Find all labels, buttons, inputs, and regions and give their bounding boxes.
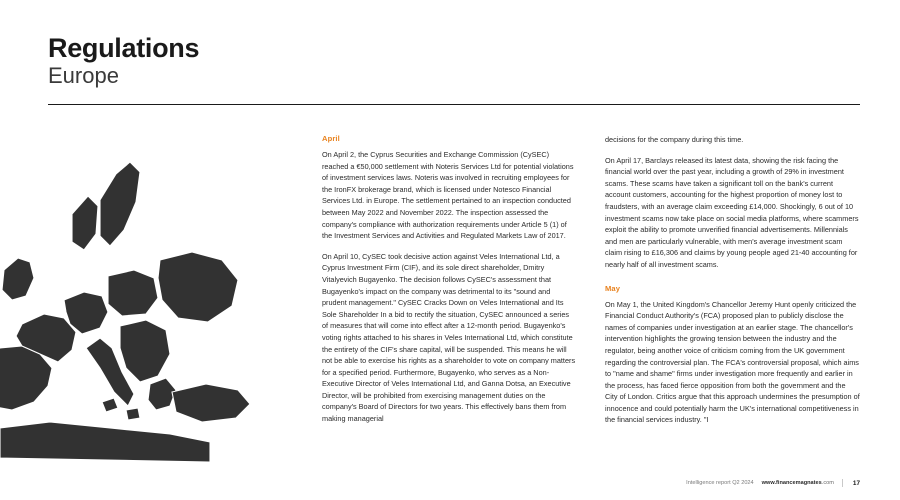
page-subtitle: Europe xyxy=(48,63,119,89)
header-divider xyxy=(48,104,860,105)
column-left xyxy=(322,134,577,426)
footer-brand-tld: .com xyxy=(821,480,834,486)
paragraph: On April 17, Barclays released its latest data, showing the risk facing the financial world over the past year, including a growth of 29% in investment scams. These scams have taken a significant toll on the bank's current account customers, accounting for the highest proportion of money lost to fraudsters, with an average claim exceeding £14,000. Shockingly, 6 out of 10 investment scams now take place on social media platforms, where scammers exploit the ability to promote unverified financial advertisements. Millennials and men are particularly vulnerable, with men's average investment scam claim rising to £16,306 and claims by young people aged 21-40 accounting for nearly half of all investment scams. xyxy=(605,155,859,269)
page-title: Regulations xyxy=(48,33,200,63)
paragraph: On April 10, CySEC took decisive action against Veles International Ltd, a Cyprus Investment Firm (CIF), and its sole direct shareholder, Dmitry Vitalyevich Bugayenko. The decision follows CySEC's assessment that Bugayenko's impact on the company was detrimental to its "sound and prudent management." CySEC Cracks Down on Veles International and Its Sole Shareholder In a bid to rectify the situation, CySEC announced a series of measures that will come into effect after a 12-month period. Bugayenko's voting rights attached to his shares in Veles International Ltd, which constitute the entirety of the CIF's share capital, will be suspended. This means he will not be able to exercise his rights as a shareholder to vote on company matters for a specified period. Furthermore, Bugayenko, who serves as a Non-Executive Director of Veles International Ltd, and Ganna Dotsa, an Executive Director, will be prohibited from exercising management duties on the company's Board of Directors for two years. This effectively bans them from making managerial xyxy=(322,251,576,424)
footer-report-label: Intelligence report Q2 2024 xyxy=(686,480,754,486)
footer-divider xyxy=(842,479,843,487)
page-header xyxy=(48,34,860,89)
month-heading-april: April xyxy=(322,134,340,143)
page-number: 17 xyxy=(852,479,860,487)
page-footer xyxy=(322,479,860,487)
column-right xyxy=(605,134,860,426)
paragraph: decisions for the company during this time. xyxy=(605,135,744,144)
footer-brand-name: www.financemagnates xyxy=(761,480,822,486)
paragraph: On April 2, the Cyprus Securities and Exchange Commission (CySEC) reached a €50,000 settlement with Noteris Services Ltd for potential violations of investment services laws. Noteris was involved in recruiting employees for the IronFX brokerage brand, which is licensed under Notesco Financial Services Ltd. in Europe. The settlement pertained to an inspection conducted between May 2022 and November 2022. The inspection assessed the company's compliance with authorization requirements under Article 5 (1) of the Investment Services and Activities and Regulated Markets Law of 2017. xyxy=(322,150,574,241)
paragraph: On May 1, the United Kingdom's Chancellor Jeremy Hunt openly criticized the Financial Conduct Authority's (FCA) proposed plan to publicly disclose the names of companies under investigation at an earlier stage. The chancellor's intervention highlights the growing tension between the industry and the regulator, being another voice of criticism coming from the UK government regarding the controversial plan. The FCA's controversial proposal, which aims to "name and shame" firms under investigation more frequently and earlier in the process, has faced fierce opposition from both the government and the City of London. Critics argue that this approach undermines the presumption of innocence and could potentially harm the UK's international competitiveness in the financial services industry. "I xyxy=(605,299,860,425)
month-heading-may: May xyxy=(605,283,621,293)
article-columns xyxy=(322,134,860,426)
footer-brand[interactable] xyxy=(762,480,834,486)
